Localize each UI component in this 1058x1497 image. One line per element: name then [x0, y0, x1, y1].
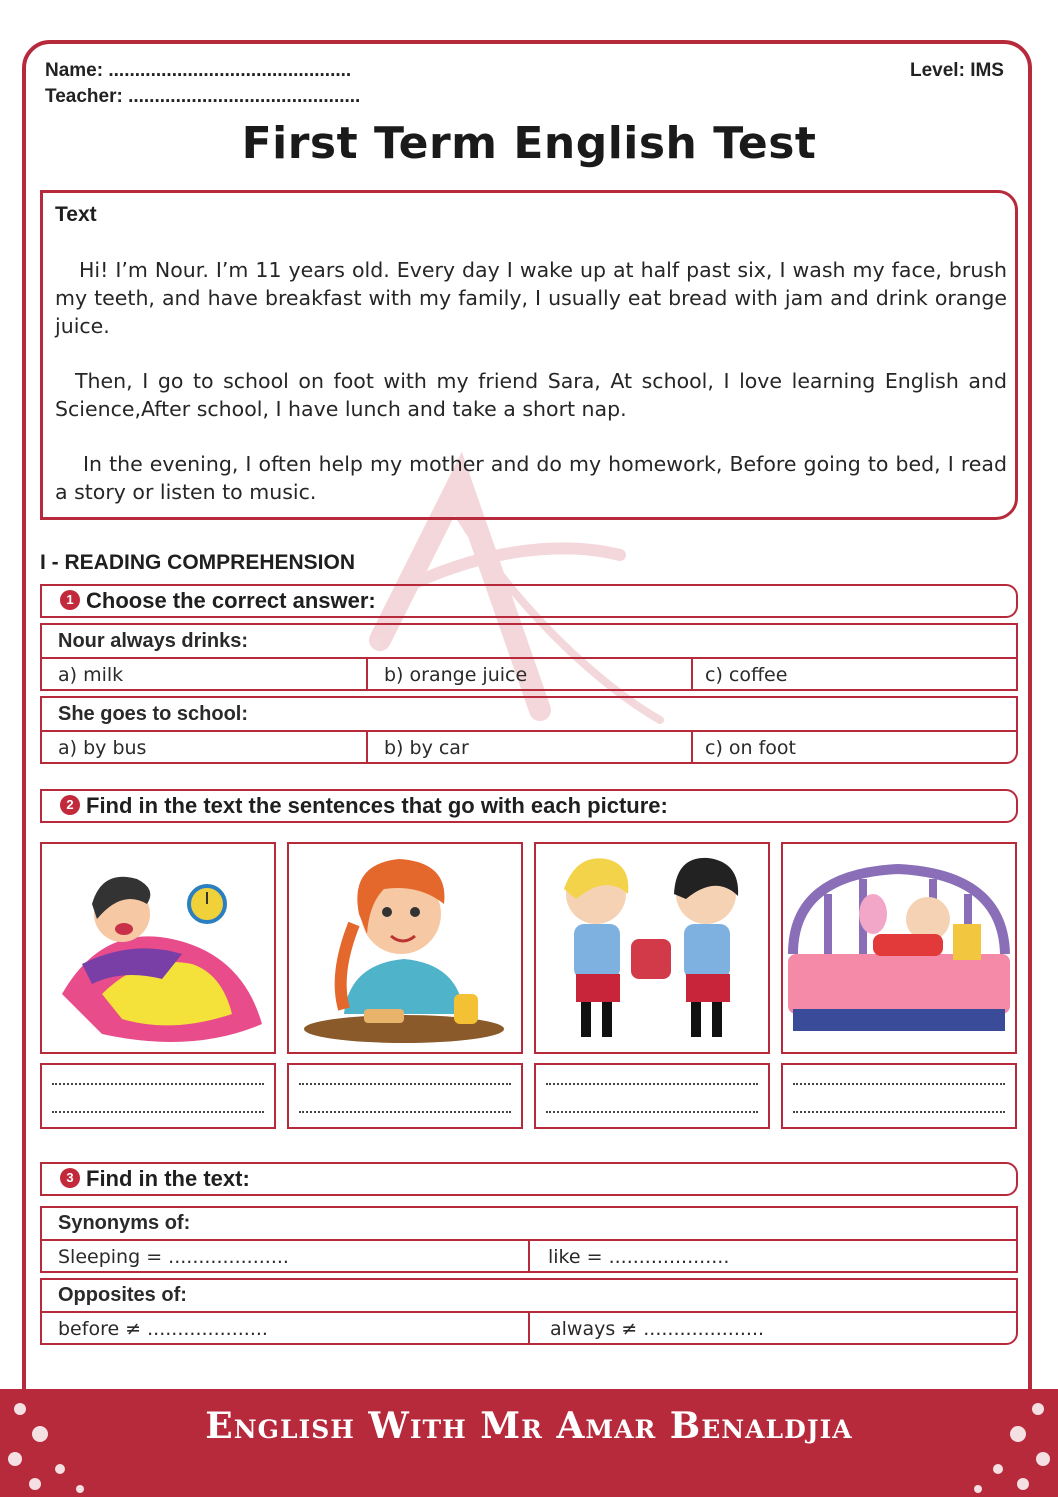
picture-waking-up [40, 842, 276, 1054]
question-number-badge: 1 [60, 590, 80, 610]
answer-box-3[interactable] [534, 1063, 770, 1129]
synonym-like[interactable]: like = .................... [548, 1246, 730, 1268]
question-2-title [60, 793, 668, 819]
opposite-always[interactable]: always ≠ .................... [550, 1318, 765, 1340]
picture-going-to-school [534, 842, 770, 1054]
page-title: First Term English Test [241, 118, 817, 169]
answer-box-2[interactable] [287, 1063, 523, 1129]
q1-item-2-option-c[interactable]: c) on foot [705, 737, 796, 759]
paragraph-2: Then, I go to school on foot with my friend Sara, At school, I love learning English and Science,After school, I have lunch and take a short nap. [55, 369, 1007, 421]
q1-item-2-stem: She goes to school: [58, 702, 249, 725]
answer-box-4[interactable] [781, 1063, 1017, 1129]
q1-item-1-option-c[interactable]: c) coffee [705, 664, 788, 686]
question-3-text: Find in the text: [86, 1166, 250, 1191]
q1-item-1-stem: Nour always drinks: [58, 629, 249, 652]
footer-text: English With Mr Amar Benaldjia [205, 1405, 853, 1447]
question-2-text: Find in the text the sentences that go with each picture: [86, 793, 668, 818]
answer-box-1[interactable] [40, 1063, 276, 1129]
synonyms-label: Synonyms of: [58, 1212, 191, 1234]
question-3-title [60, 1166, 250, 1192]
question-number-badge: 3 [60, 1168, 80, 1188]
teacher-field[interactable]: Teacher: ............................................ [45, 86, 361, 107]
opposite-before[interactable]: before ≠ .................... [58, 1318, 268, 1340]
section-title: I - READING COMPREHENSION [40, 551, 356, 574]
level-label: Level: IMS [910, 60, 1004, 81]
text-label: Text [55, 203, 97, 226]
question-number-badge: 2 [60, 795, 80, 815]
question-1-text: Choose the correct answer: [86, 588, 376, 613]
q1-item-1-option-b[interactable]: b) orange juice [384, 664, 528, 686]
q1-item-2-option-a[interactable]: a) by bus [58, 737, 147, 759]
q1-item-1-option-a[interactable]: a) milk [58, 664, 124, 686]
paragraph-3: In the evening, I often help my mother and do my homework, Before going to bed, I read a story or listen to music. [55, 452, 1007, 504]
name-field[interactable]: Name: .............................................. [45, 60, 352, 81]
synonym-sleeping[interactable]: Sleeping = .................... [58, 1246, 289, 1268]
picture-reading-on-bed [781, 842, 1017, 1054]
q1-item-2-option-b[interactable]: b) by car [384, 737, 469, 759]
question-1-title [60, 588, 376, 614]
picture-breakfast [287, 842, 523, 1054]
paragraph-1: Hi! I’m Nour. I’m 11 years old. Every day I wake up at half past six, I wash my face, brush my teeth, and have breakfast with my family, I usually eat bread with jam and drink orange juice. [55, 258, 1007, 338]
opposites-label: Opposites of: [58, 1284, 187, 1306]
